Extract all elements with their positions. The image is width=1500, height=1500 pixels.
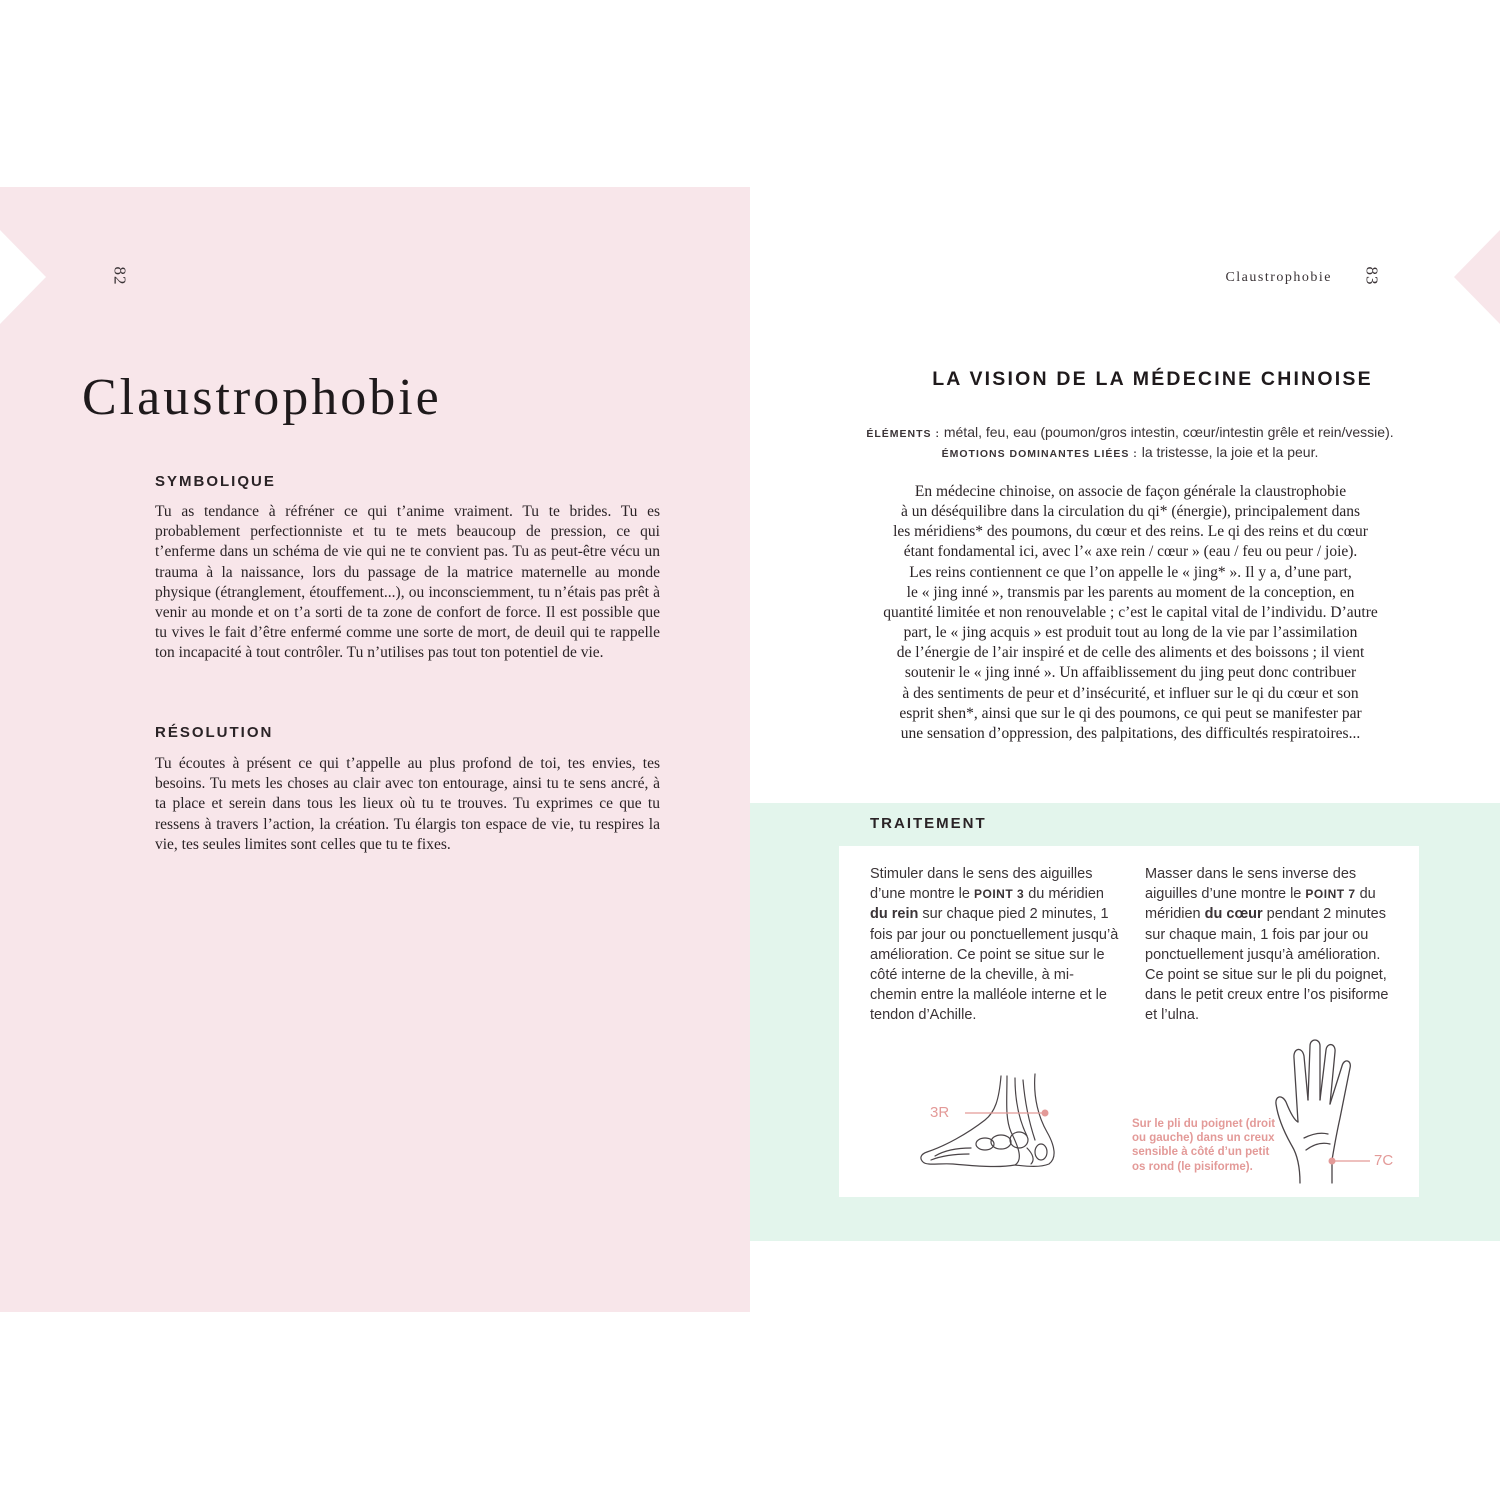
heart-text-part: du méridien: [1145, 886, 1376, 923]
elements-label: ÉLÉMENTS :: [866, 428, 940, 440]
heart-point-label: POINT 7: [1305, 887, 1356, 902]
treatment-kidney-text: [870, 864, 1120, 1026]
heart-point-marker-label: 7C: [1374, 1152, 1394, 1169]
kidney-text-part: du méridien: [1024, 886, 1104, 903]
page-number-left: 82: [110, 266, 130, 286]
vision-line: quantité limitée et non renouvelable ; c’est le capital vital de l’individu. D’autre: [883, 603, 1378, 621]
resolution-heading: RÉSOLUTION: [155, 724, 274, 741]
symbolique-heading: SYMBOLIQUE: [155, 473, 276, 490]
symbolique-text: Tu as tendance à réfréner ce qui t’anime vraiment. Tu te brides. Tu es probablement perfectionniste et tu te mets beaucoup de pression, ce qui t’enferme dans un schéma de vie qui ne te convient pas. Tu as peut-être vécu un trauma à la naissance, lors du passage de la matrice maternelle au monde physique (étranglement, étouffement...), ou inconsciemment, tu n’étais pas prêt à venir au monde et on t’a sorti de ta zone de confort de force. Il est possible que tu vives le fait d’être enfermé comme une sorte de mort, de deuil qui te rappelle ton incapacité à tout contrôler. Tu n’utilises pas tout ton potentiel de vie.: [155, 503, 660, 662]
elements-value: métal, feu, eau (poumon/gros intestin, cœur/intestin grêle et rein/vessie).: [943, 424, 1394, 440]
hand-illustration: [1270, 1038, 1370, 1188]
left-page: [0, 187, 750, 1312]
heart-meridian-label: du cœur: [1204, 906, 1263, 923]
kidney-point-label: POINT 3: [973, 887, 1025, 902]
elements-line: [820, 424, 1440, 440]
vision-line: En médecine chinoise, on associe de façon générale la claustrophobie: [914, 483, 1347, 500]
emotions-value: la tristesse, la joie et la peur.: [1141, 444, 1319, 460]
vision-line: de l’énergie de l’air inspiré et de celle des aliments et des boissons ; il vient: [896, 644, 1365, 662]
treatment-heart-text: [1145, 864, 1390, 1026]
wrist-note: Sur le pli du poignet (droit ou gauche) dans un creux sensible à côté d’un petit os rond (le pisiforme).: [1132, 1118, 1276, 1173]
vision-line: à des sentiments de peur et d’insécurité, et influer sur le qi du cœur et son: [902, 684, 1359, 702]
foot-illustration: [915, 1070, 1075, 1175]
kidney-text-part: Stimuler dans le sens des aiguilles d’une montre le: [870, 866, 1093, 903]
heart-text-part: pendant 2 minutes sur chaque main, 1 fois par jour ou ponctuellement jusqu’à amélioration. Ce point se situe sur le pli du poignet, dans le petit creux entre l’os pisiforme et l’ulna.: [1145, 906, 1389, 1024]
vision-line: une sensation d’oppression, des palpitations, des difficultés respiratoires...: [900, 724, 1361, 742]
kidney-meridian-label: du rein: [870, 906, 919, 923]
emotions-label: ÉMOTIONS DOMINANTES LIÉES :: [941, 448, 1138, 460]
heart-text-part: Masser dans le sens inverse des aiguilles d’une montre le: [1145, 866, 1357, 903]
right-edge-tab: [1454, 230, 1500, 324]
page-title: Claustrophobie: [82, 369, 442, 426]
running-head: Claustrophobie: [1225, 270, 1332, 285]
vision-line: étant fondamental ici, avec l’« axe rein / cœur » (eau / feu ou peur / joie).: [903, 543, 1358, 561]
left-edge-tab: [0, 230, 46, 324]
kidney-point-marker-label: 3R: [930, 1104, 950, 1121]
treatment-heading: TRAITEMENT: [870, 815, 987, 832]
vision-line: part, le « jing acquis » est produit tout au long de la vie par l’assimilation: [903, 624, 1358, 642]
vision-text: [838, 482, 1423, 744]
page-number-right: 83: [1362, 266, 1382, 286]
vision-line: à un déséquilibre dans la circulation du qi* (énergie), principalement dans: [901, 503, 1360, 521]
vision-heading: LA VISION DE LA MÉDECINE CHINOISE: [932, 368, 1373, 390]
resolution-text: Tu écoutes à présent ce qui t’appelle au plus profond de toi, tes envies, tes besoins. Tu mets les choses au clair avec ton entourage, ainsi tu te sens ancré, à ta place et serein dans tous les lieux où tu te trouves. Tu exprimes ce que tu ressens à travers l’action, la création. Tu élargis ton espace de vie, tu respires la vie, tes seules limites sont celles que tu te fixes.: [155, 755, 660, 853]
kidney-text-part: sur chaque pied 2 minutes, 1 fois par jour ou ponctuellement jusqu’à amélioration. Ce point se situe sur le côté interne de la cheville, à mi-chemin entre la malléole interne et le tendon d’Achille.: [870, 906, 1119, 1024]
vision-line: les méridiens* des poumons, du cœur et des reins. Le qi des reins et du cœur: [893, 523, 1368, 541]
vision-line: soutenir le « jing inné ». Un affaiblissement du jing peut donc contribuer: [904, 664, 1357, 682]
vision-line: esprit shen*, ainsi que sur le qi des poumons, ce qui peut se manifester par: [899, 704, 1362, 722]
emotions-line: [820, 444, 1440, 460]
vision-line: le « jing inné », transmis par les parents au moment de la conception, en: [906, 583, 1355, 601]
vision-line: Les reins contiennent ce que l’on appelle le « jing* ». Il y a, d’une part,: [909, 563, 1352, 581]
